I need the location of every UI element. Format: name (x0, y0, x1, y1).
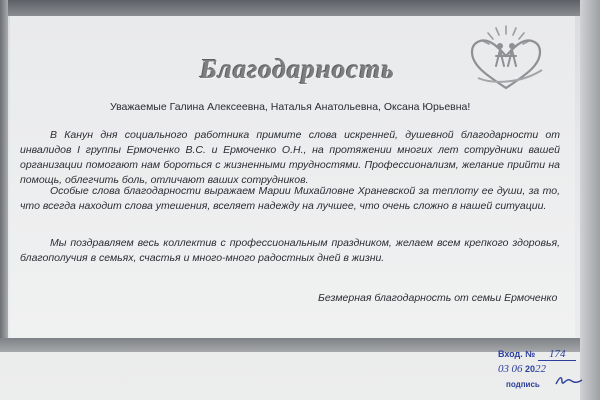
stamp-signature-label: подпись (506, 380, 540, 389)
stamp-date-row (498, 363, 546, 375)
page-right-edge (580, 0, 600, 400)
greeting-line: Уважаемые Галина Алексеевна, Наталья Анатольевна, Оксана Юрьевна! (110, 101, 471, 113)
frame-top-border (0, 0, 600, 16)
heart-with-people-and-sun-icon (458, 22, 554, 94)
stamp-number-value: 174 (538, 348, 576, 361)
stamp-year-suffix: 22 (535, 363, 547, 375)
frame-left-border (0, 0, 8, 340)
paragraph-3: Мы поздравляем весь коллектив с профессиональным праздником, желаем всем крепкого здоровья, благополучия в семьях, счастья и много-много радостных дней в жизни. (20, 237, 560, 264)
stamp-date-day: 03 (498, 363, 509, 375)
stamp-number-row (498, 348, 576, 361)
document-title: Благодарность (200, 54, 395, 84)
paragraph-1: В Канун дня социального работника примите слова искренней, душевной благодарности от инвалидов I группы Ермоченко В.С. и Ермоченко О.Н., на протяжении многих лет сотрудники вашей организации помогают нам бороться с жизненными трудностями. Профессионализм, желание прийти на помощь, облегчить боль, отличают ваших сотрудников. (20, 129, 560, 186)
stamp-number-label: Вход. № (498, 349, 536, 359)
stamp-year-prefix: 20 (525, 364, 536, 374)
stamp-date-month: 06 (511, 363, 523, 375)
incoming-registration-stamp (492, 344, 600, 400)
handwritten-signature (554, 374, 584, 388)
paragraph-2: Особые слова благодарности выражаем Марии Михайловне Храневской за теплоту ее души, за то, что всегда находит слова утешения, вселяет надежду на лучшее, что очень сложно в нашей ситуации. (20, 185, 560, 212)
signature-line: Безмерная благодарность от семьи Ермоченко (318, 292, 558, 304)
